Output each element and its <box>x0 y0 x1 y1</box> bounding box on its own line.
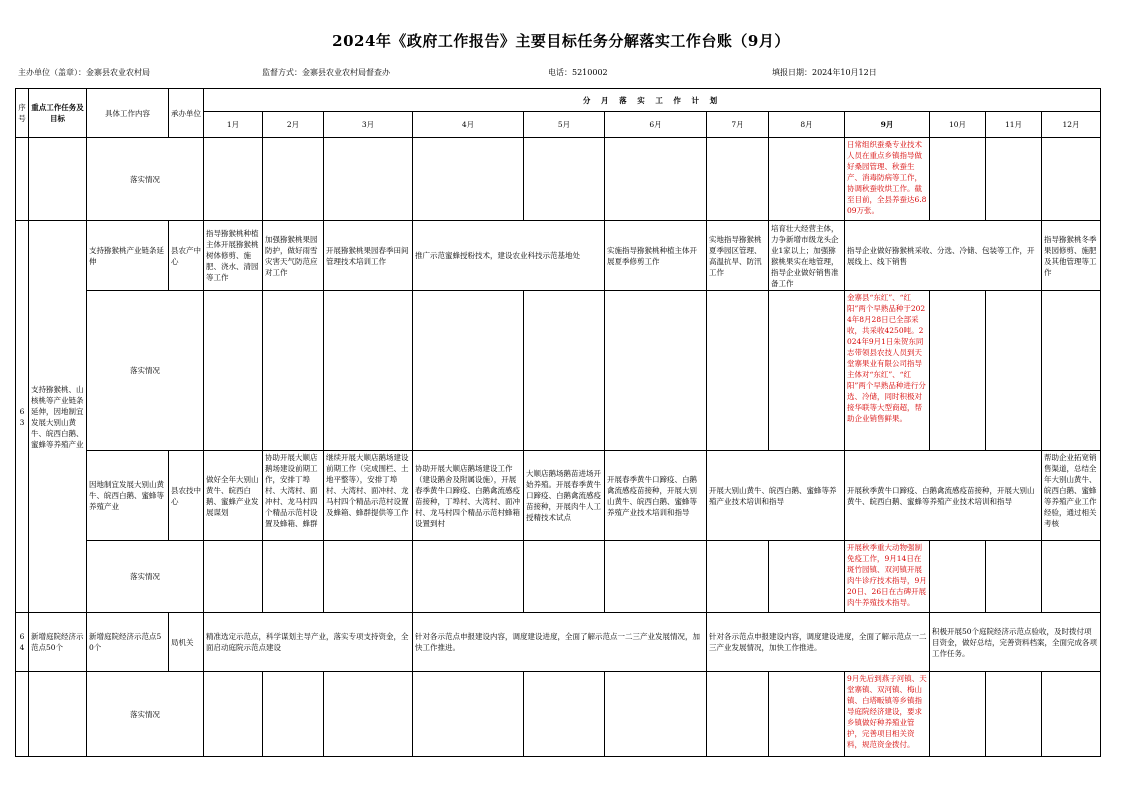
plan-cell: 开展大别山黄牛、皖西白鹅、蜜蜂等养殖产业技术培训和指导 <box>707 451 845 541</box>
fill-date: 填报日期：2024年10月12日 <box>772 68 877 77</box>
plan-cell: 培育壮大经营主体，力争新增市级龙头企业1家以上；加强猕猴桃果实在地管理，指导企业做好销售准备工作 <box>769 221 845 291</box>
plan-cell: 协助开展大顺店鹅场建设前期工作，安排丁埠村、大湾村、面冲村、龙马村四个精品示范村设置及蜂箱、蜂群 <box>263 451 324 541</box>
table-row <box>16 221 1101 291</box>
document-title: 2024年《政府工作报告》主要目标任务分解落实工作台账（9月） <box>332 32 790 50</box>
september-status: 日常组织蚕桑专业技术人员在重点乡镇指导做好桑园管理、秋蚕生产、消毒防病等工作，协调秋蚕收烘工作。截至目前，全县养蚕达6.809万张。 <box>845 138 930 221</box>
september-status: 9月先后到燕子河镇、天堂寨镇、双河镇、梅山镇、白塔畈镇等乡镇指导庭院经济建设，要求乡镇做好种养殖业管护，完善项目相关资料，规范资金拨付。 <box>845 672 930 757</box>
plan-cell: 指导猕猴桃种植主体开展猕猴桃树体修剪、施肥、浇水、清园等工作 <box>204 221 263 291</box>
phone-number: 电话：5210002 <box>548 68 608 77</box>
month-header-current: 9月 <box>845 112 930 138</box>
header-key-task: 重点工作任务及目标 <box>29 89 87 138</box>
month-header: 11月 <box>986 112 1042 138</box>
item-index: 64 <box>16 613 29 672</box>
table-row <box>16 613 1101 672</box>
month-header: 10月 <box>930 112 986 138</box>
work-content: 因地制宜发展大别山黄牛、皖西白鹅、蜜蜂等养殖产业 <box>87 451 169 541</box>
plan-cell: 开展春季黄牛口蹄疫、白鹅禽流感疫苗接种，开展大别山黄牛、皖西白鹅、蜜蜂等养殖产业技术培训和指导 <box>605 451 707 541</box>
plan-cell: 实地指导猕猴桃夏季园区管理、高温抗旱、防汛工作 <box>707 221 769 291</box>
header-index: 序号 <box>16 89 29 138</box>
header-row-plan <box>16 89 1101 112</box>
month-header: 12月 <box>1042 112 1101 138</box>
plan-cell: 针对各示范点申报建设内容，调度建设进度，全面了解示范点一二三产业发展情况，加快工作推进。 <box>413 613 707 672</box>
task-ledger-table <box>15 88 1101 757</box>
month-header: 5月 <box>524 112 605 138</box>
item-index: 63 <box>16 221 29 613</box>
work-content: 支持猕猴桃产业链条延伸 <box>87 221 169 291</box>
month-header: 1月 <box>204 112 263 138</box>
month-header: 2月 <box>263 112 324 138</box>
month-header: 3月 <box>324 112 413 138</box>
plan-cell: 做好全年大别山黄牛、皖西白鹅、蜜蜂产业发展谋划 <box>204 451 263 541</box>
september-status: 开展秋季重大动物强制免疫工作，9月14日在斑竹园镇、双河镇开展肉牛诊疗技术指导，9月20日、26日在古碑开展肉牛养殖技术指导。 <box>845 541 930 613</box>
month-header: 8月 <box>769 112 845 138</box>
plan-cell: 推广示范蜜蜂授粉技术，建设农业科技示范基地处 <box>413 221 605 291</box>
plan-cell: 开展秋季黄牛口蹄疫、白鹅禽流感疫苗接种，开展大别山黄牛、皖西白鹅、蜜蜂等养殖产业技术培训和指导 <box>845 451 1042 541</box>
month-header: 4月 <box>413 112 524 138</box>
responsible-unit: 县农技中心 <box>169 451 204 541</box>
key-task: 新增庭院经济示范点50个 <box>29 613 87 672</box>
plan-cell: 帮助企业拓宽销售渠道，总结全年大别山黄牛、皖西白鹅、蜜蜂等养殖产业工作经验，通过相关考核 <box>1042 451 1101 541</box>
september-status: 金寨县“东红”、“红阳”两个早熟品种于2024年8月28日已全部采收，共采收4250吨。2024年9月1日朱贺东同志带领县农技人员到天堂寨果业有限公司指导主体对“东红”、“红阳”两个早熟品种进行分选、冷储，同时积极对接华联等大型商超，帮助企业销售鲜果。 <box>845 291 930 451</box>
header-unit: 承办单位 <box>169 89 204 138</box>
supervision-method: 监督方式：金寨县农业农村局督查办 <box>262 68 390 77</box>
status-label: 落实情况 <box>87 291 204 451</box>
plan-cell: 加强猕猴桃果园防护，做好雨雪灾害天气防范应对工作 <box>263 221 324 291</box>
month-header: 6月 <box>605 112 707 138</box>
table-row <box>16 291 1101 451</box>
work-content: 新增庭院经济示范点50个 <box>87 613 169 672</box>
key-task: 支持猕猴桃、山核桃等产业链条延伸，因地制宜发展大别山黄牛、皖西白鹅、蜜蜂等养殖产业 <box>29 221 87 613</box>
status-label: 落实情况 <box>87 541 204 613</box>
month-header: 7月 <box>707 112 769 138</box>
table-row <box>16 541 1101 613</box>
plan-cell: 继续开展大顺店鹅场建设前期工作（完成围栏、土地平整等），安排丁埠村、大湾村、面冲村、龙马村四个精品示范村设置及蜂箱、蜂群提供等工作 <box>324 451 413 541</box>
plan-cell: 指导企业做好猕猴桃采收、分选、冷储、包装等工作，开展线上、线下销售 <box>845 221 1042 291</box>
status-label: 落实情况 <box>87 138 204 221</box>
plan-cell: 精准选定示范点，科学谋划主导产业，落实专项支持资金，全面启动庭院示范点建设 <box>204 613 413 672</box>
host-unit: 主办单位（盖章）：金寨县农业农村局 <box>18 68 150 77</box>
table-row <box>16 672 1101 757</box>
plan-cell: 针对各示范点申报建设内容，调度建设进度，全面了解示范点一二三产业发展情况，加快工作推进。 <box>707 613 930 672</box>
plan-cell: 开展猕猴桃果园春季田间管理技术培训工作 <box>324 221 413 291</box>
header-monthly-plan: 分 月 落 实 工 作 计 划 <box>204 89 1101 112</box>
plan-cell: 大顺店鹅场鹅苗进场开始养殖。开展春季黄牛口蹄疫、白鹅禽流感疫苗接种，开展肉牛人工授精技术试点 <box>524 451 605 541</box>
responsible-unit: 局机关 <box>169 613 204 672</box>
table-row <box>16 138 1101 221</box>
responsible-unit: 县农产中心 <box>169 221 204 291</box>
plan-cell: 指导猕猴桃冬季果园修剪、施肥及其他管理等工作 <box>1042 221 1101 291</box>
header-content: 具体工作内容 <box>87 89 169 138</box>
plan-cell: 实施指导猕猴桃种植主体开展夏季修剪工作 <box>605 221 707 291</box>
status-label: 落实情况 <box>87 672 204 757</box>
plan-cell: 积极开展50个庭院经济示范点验收，及时拨付项目资金，做好总结，完善资料档案，全面完成各项工作任务。 <box>930 613 1101 672</box>
plan-cell: 协助开展大顺店鹅场建设工作（建设鹅舍及附属设施），开展春季黄牛口蹄疫、白鹅禽流感疫苗接种，丁埠村、大湾村、面冲村、龙马村四个精品示范村蜂箱设置到村 <box>413 451 524 541</box>
table-row <box>16 451 1101 541</box>
